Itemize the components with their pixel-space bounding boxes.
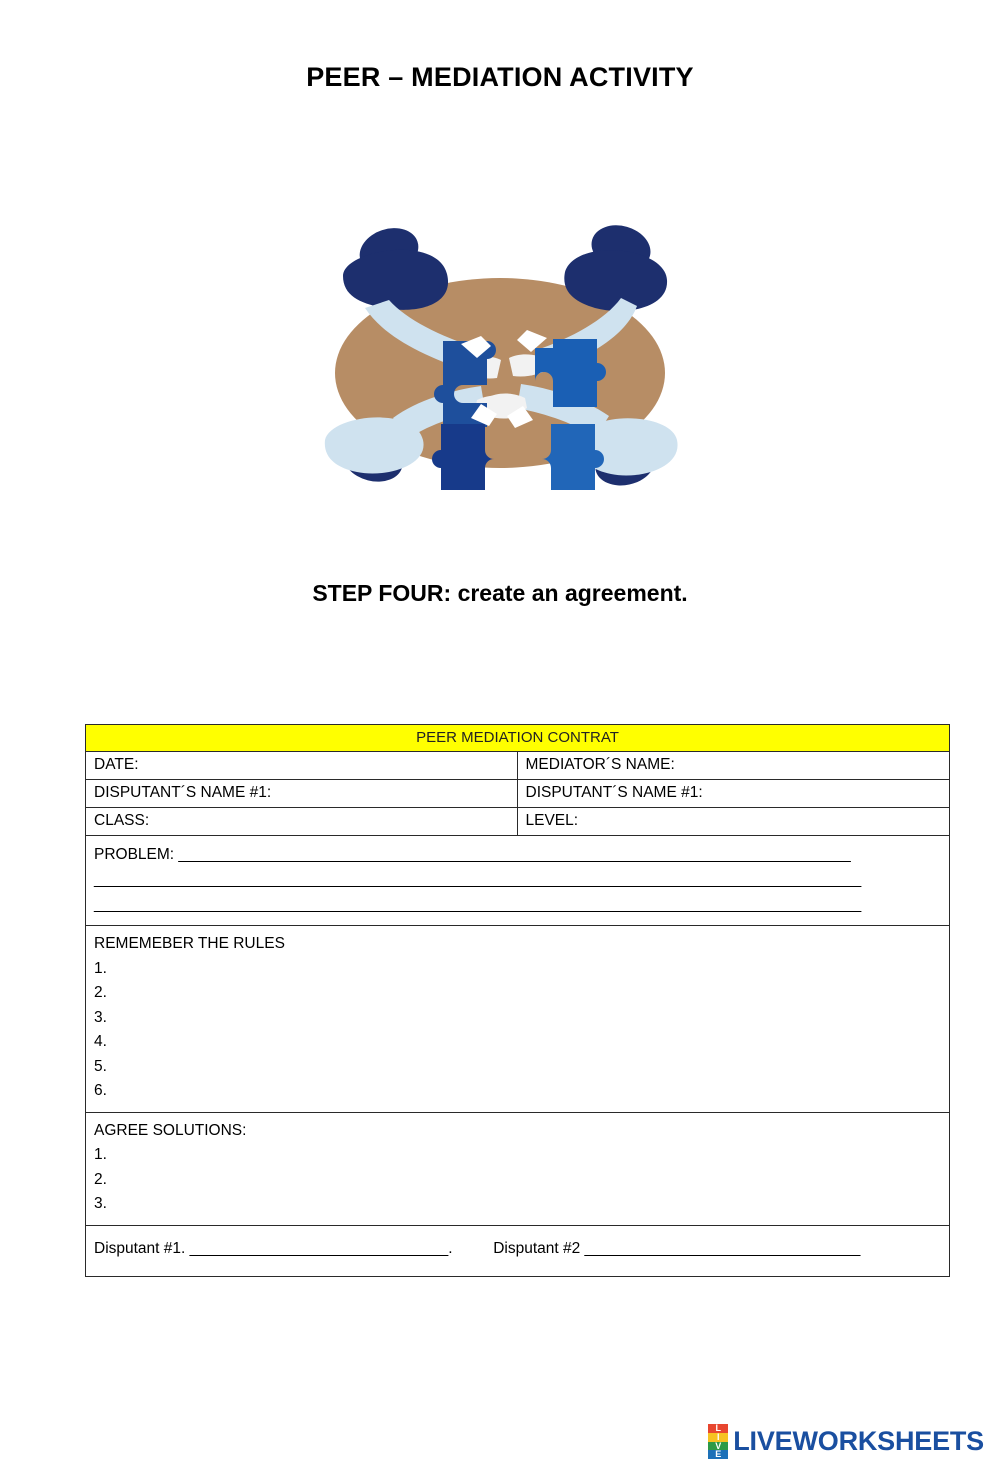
disputant2-name-field-label[interactable]: DISPUTANT´S NAME #1: (525, 784, 703, 801)
peer-mediation-contract-table (85, 724, 950, 1277)
mediation-table-icon (265, 188, 735, 518)
liveworksheets-logo (708, 1423, 984, 1460)
signature-disputant-2[interactable]: Disputant #2 ________________________________ (493, 1239, 861, 1257)
problem-line-1[interactable]: PROBLEM: ______________________________________________________________________________ (94, 846, 851, 863)
solution-item-1[interactable]: 1. (94, 1146, 107, 1163)
rules-section (86, 926, 949, 1113)
peer-mediation-illustration (265, 188, 735, 518)
badge-letter-i: I (708, 1433, 728, 1442)
rule-item-3[interactable]: 3. (94, 1008, 107, 1026)
solution-item-3[interactable]: 3. (94, 1195, 107, 1212)
table-row (86, 808, 949, 836)
problem-line-2[interactable]: _________________________________________________________________________________________ (94, 871, 862, 888)
signature-disputant-1[interactable]: Disputant #1. ______________________________. (94, 1239, 453, 1257)
mediator-name-field-label[interactable]: MEDIATOR´S NAME: (525, 756, 675, 773)
badge-letter-l: L (708, 1424, 728, 1433)
solution-item-2[interactable]: 2. (94, 1170, 107, 1188)
rule-item-5[interactable]: 5. (94, 1057, 107, 1075)
level-field-label[interactable]: LEVEL: (525, 812, 579, 829)
illustration-container (0, 188, 1000, 518)
class-field-label[interactable]: CLASS: (86, 808, 518, 835)
disputant1-name-field-label[interactable]: DISPUTANT´S NAME #1: (86, 780, 518, 807)
table-row (86, 752, 949, 780)
rule-item-1[interactable]: 1. (94, 959, 107, 977)
badge-letter-e: E (708, 1450, 728, 1459)
worksheet-page (0, 62, 1000, 1475)
badge-letter-v: V (708, 1442, 728, 1451)
liveworksheets-wordmark: LIVEWORKSHEETS (733, 1426, 984, 1456)
rule-item-4[interactable]: 4. (94, 1033, 107, 1050)
rule-item-6[interactable]: 6. (94, 1082, 107, 1099)
step-heading: STEP FOUR: create an agreement. (312, 580, 688, 606)
problem-section (86, 836, 949, 926)
contract-banner: PEER MEDIATION CONTRAT (86, 725, 949, 752)
page-title: PEER – MEDIATION ACTIVITY (306, 62, 694, 92)
table-row (86, 780, 949, 808)
date-field-label[interactable]: DATE: (86, 752, 518, 779)
solutions-section (86, 1113, 949, 1226)
rule-item-2[interactable]: 2. (94, 984, 107, 1001)
solutions-title: AGREE SOLUTIONS: (94, 1121, 247, 1139)
liveworksheets-badge-icon (708, 1423, 728, 1460)
rules-title: REMEMEBER THE RULES (94, 935, 285, 952)
signature-section (86, 1226, 949, 1276)
problem-line-3[interactable]: _________________________________________________________________________________________ (94, 896, 862, 913)
